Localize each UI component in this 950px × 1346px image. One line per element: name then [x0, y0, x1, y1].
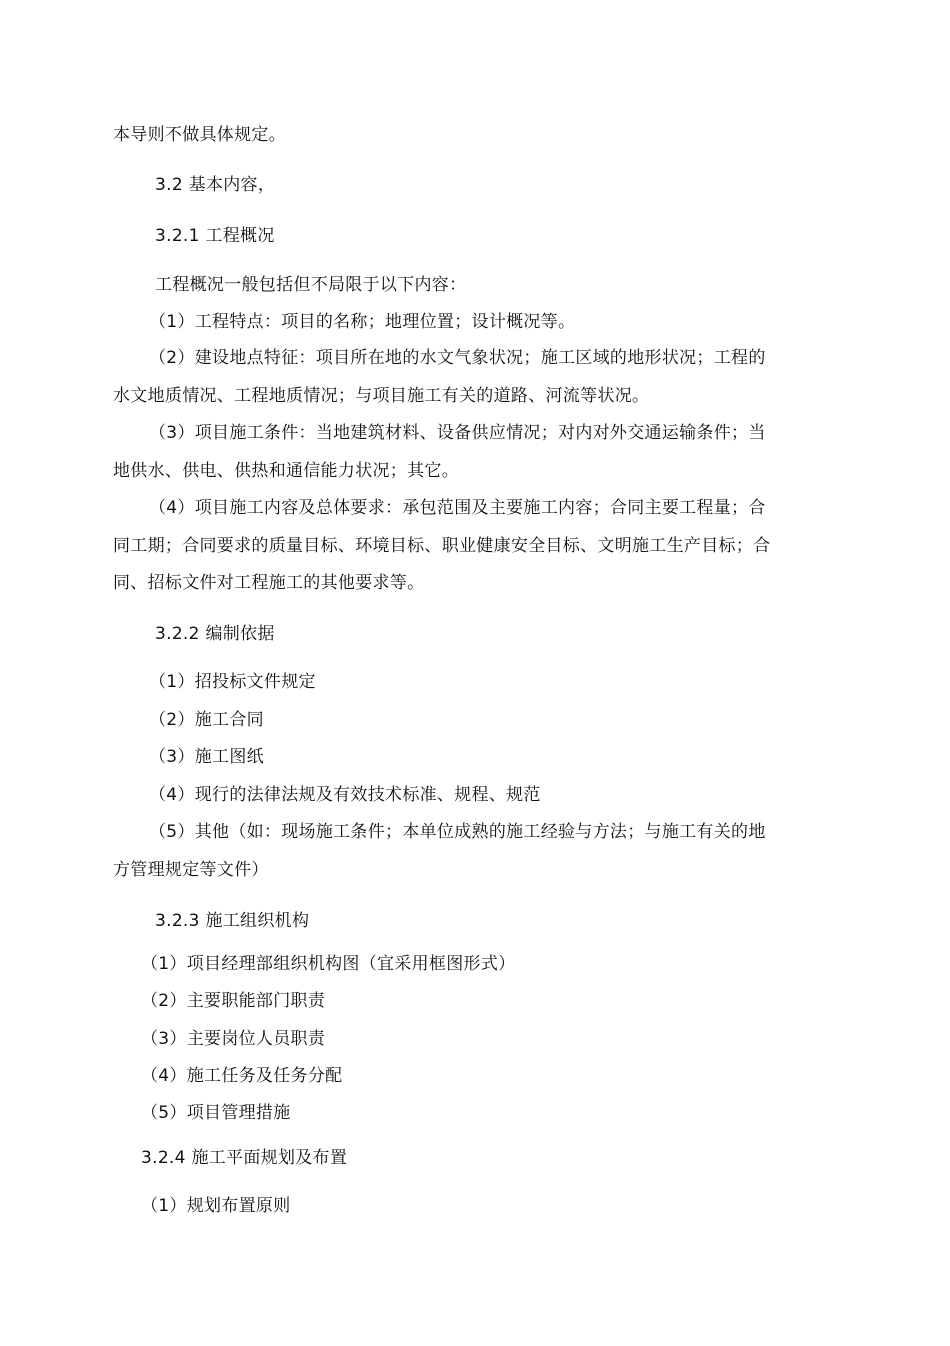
text-line: 地供水、供电、供热和通信能力状况；其它。: [113, 461, 459, 481]
section-heading-3-2: 3.2 基本内容，: [155, 175, 276, 195]
section-heading-3-2-1: 3.2.1 工程概况: [155, 226, 275, 246]
list-item: （1）规划布置原则: [141, 1196, 291, 1216]
text-line: 方管理规定等文件）: [113, 860, 269, 880]
list-item: （4）项目施工内容及总体要求：承包范围及主要施工内容；合同主要工程量；合: [149, 498, 766, 518]
list-item: （1）工程特点：项目的名称；地理位置；设计概况等。: [149, 312, 576, 332]
list-item: （4）现行的法律法规及有效技术标准、规程、规范: [149, 785, 541, 805]
text-line: 同工期；合同要求的质量目标、环境目标、职业健康安全目标、文明施工生产目标；合: [113, 536, 771, 556]
list-item: （3）主要岗位人员职责: [141, 1029, 326, 1049]
list-item: （5）项目管理措施: [141, 1103, 291, 1123]
list-item: （1）项目经理部组织机构图（宜采用框图形式）: [141, 954, 516, 974]
list-item: （1）招投标文件规定: [149, 672, 316, 692]
section-heading-3-2-4: 3.2.4 施工平面规划及布置: [141, 1148, 348, 1168]
list-item: （2）建设地点特征：项目所在地的水文气象状况；施工区域的地形状况；工程的: [149, 348, 766, 368]
section-heading-3-2-2: 3.2.2 编制依据: [155, 624, 275, 644]
list-item: （5）其他（如：现场施工条件；本单位成熟的施工经验与方法；与施工有关的地: [149, 822, 766, 842]
list-item: （4）施工任务及任务分配: [141, 1066, 343, 1086]
list-item: （3）施工图纸: [149, 747, 264, 767]
list-item: （3）项目施工条件：当地建筑材料、设备供应情况；对内对外交通运输条件；当: [149, 423, 766, 443]
list-item: （2）主要职能部门职责: [141, 991, 326, 1011]
text-line: 本导则不做具体规定。: [113, 125, 286, 145]
text-line: 水文地质情况、工程地质情况；与项目施工有关的道路、河流等状况。: [113, 386, 650, 406]
list-item: （2）施工合同: [149, 710, 264, 730]
text-line: 工程概况一般包括但不局限于以下内容：: [155, 275, 467, 295]
text-line: 同、招标文件对工程施工的其他要求等。: [113, 573, 425, 593]
section-heading-3-2-3: 3.2.3 施工组织机构: [155, 911, 310, 931]
